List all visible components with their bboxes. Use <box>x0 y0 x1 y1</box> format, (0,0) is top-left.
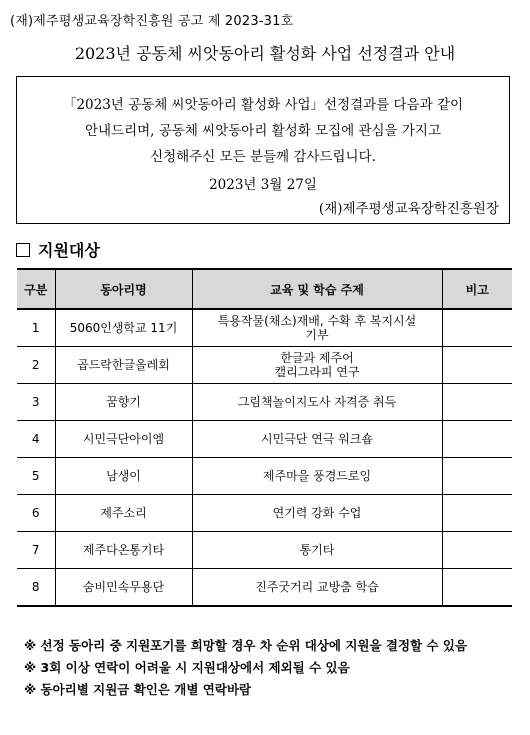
table-header-row <box>17 269 512 309</box>
cell-no: 2 <box>17 347 55 384</box>
cell-no: 7 <box>17 532 55 569</box>
cell-remark <box>442 569 512 607</box>
cell-club: 제주다온통기타 <box>55 532 192 569</box>
topic-line: 진주굿거리 교방춤 학습 <box>255 580 379 594</box>
cell-club: 시민극단아이엠 <box>55 421 192 458</box>
cell-club: 남생이 <box>55 458 192 495</box>
cell-topic <box>192 384 442 421</box>
table-row <box>17 569 512 607</box>
table-body <box>17 309 512 606</box>
table-row <box>17 495 512 532</box>
table-row <box>17 421 512 458</box>
announcement-box <box>16 76 510 224</box>
cell-club: 제주소리 <box>55 495 192 532</box>
cell-topic <box>192 421 442 458</box>
cell-remark <box>442 384 512 421</box>
note-2: ※ 3회 이상 연락이 어려울 시 지원대상에서 제외될 수 있음 <box>24 660 350 675</box>
table-row <box>17 347 512 384</box>
table-row <box>17 458 512 495</box>
table-row <box>17 384 512 421</box>
topic-line: 기부 <box>305 328 329 342</box>
cell-no: 3 <box>17 384 55 421</box>
cell-topic <box>192 309 442 347</box>
notes <box>24 636 467 702</box>
cell-topic <box>192 532 442 569</box>
announcement-signature: (재)제주평생교육장학진흥원장 <box>318 201 499 217</box>
topic-line: 연기력 강화 수업 <box>272 506 362 520</box>
cell-remark <box>442 458 512 495</box>
announcement-date: 2023년 3월 27일 <box>209 177 317 193</box>
cell-no: 8 <box>17 569 55 607</box>
topic-line: 캘리그라피 연구 <box>274 365 360 379</box>
announcement-line-1: 「2023년 공동체 씨앗동아리 활성화 사업」선정결과를 다음과 같이 <box>62 97 464 113</box>
cell-no: 1 <box>17 309 55 347</box>
topic-line: 한글과 제주어 <box>280 351 354 365</box>
notice-number: (재)제주평생교육장학진흥원 공고 제 2023-31호 <box>10 14 294 29</box>
cell-remark <box>442 532 512 569</box>
cell-club: 곱드락한글올레회 <box>55 347 192 384</box>
table-row <box>17 532 512 569</box>
table-row <box>17 309 512 347</box>
cell-club: 숨비민속무용단 <box>55 569 192 607</box>
announcement-line-2: 안내드리며, 공동체 씨앗동아리 활성화 모집에 관심을 가지고 <box>84 123 442 139</box>
cell-topic <box>192 347 442 384</box>
note-1: ※ 선정 동아리 중 지원포기를 희망할 경우 차 순위 대상에 지원을 결정할 수 있음 <box>24 638 468 653</box>
header-club: 동아리명 <box>55 269 192 309</box>
cell-club: 꿈향기 <box>55 384 192 421</box>
topic-line: 특용작물(채소)재배, 수확 후 복지시설 <box>217 314 417 328</box>
selection-table <box>17 268 512 607</box>
cell-topic <box>192 495 442 532</box>
cell-topic <box>192 569 442 607</box>
square-bullet-icon <box>16 243 30 257</box>
cell-topic <box>192 458 442 495</box>
cell-remark <box>442 495 512 532</box>
header-topic: 교육 및 학습 주제 <box>192 269 442 309</box>
header-no: 구분 <box>17 269 55 309</box>
section-heading <box>16 238 100 261</box>
topic-line: 시민극단 연극 워크숍 <box>261 432 373 446</box>
cell-no: 6 <box>17 495 55 532</box>
topic-line: 그림책놀이지도사 자격증 취득 <box>237 395 397 409</box>
topic-line: 제주마을 풍경드로잉 <box>262 469 372 483</box>
cell-remark <box>442 421 512 458</box>
note-3: ※ 동아리별 지원금 확인은 개별 연락바람 <box>24 682 252 697</box>
cell-remark <box>442 347 512 384</box>
cell-remark <box>442 309 512 347</box>
cell-club: 5060인생학교 11기 <box>55 309 192 347</box>
topic-line: 통기타 <box>299 543 335 557</box>
header-remark: 비고 <box>442 269 512 309</box>
document-title: 2023년 공동체 씨앗동아리 활성화 사업 선정결과 안내 <box>74 44 456 63</box>
cell-no: 5 <box>17 458 55 495</box>
section-title: 지원대상 <box>38 241 100 260</box>
cell-no: 4 <box>17 421 55 458</box>
announcement-line-3: 신청해주신 모든 분들께 감사드립니다. <box>150 149 376 165</box>
